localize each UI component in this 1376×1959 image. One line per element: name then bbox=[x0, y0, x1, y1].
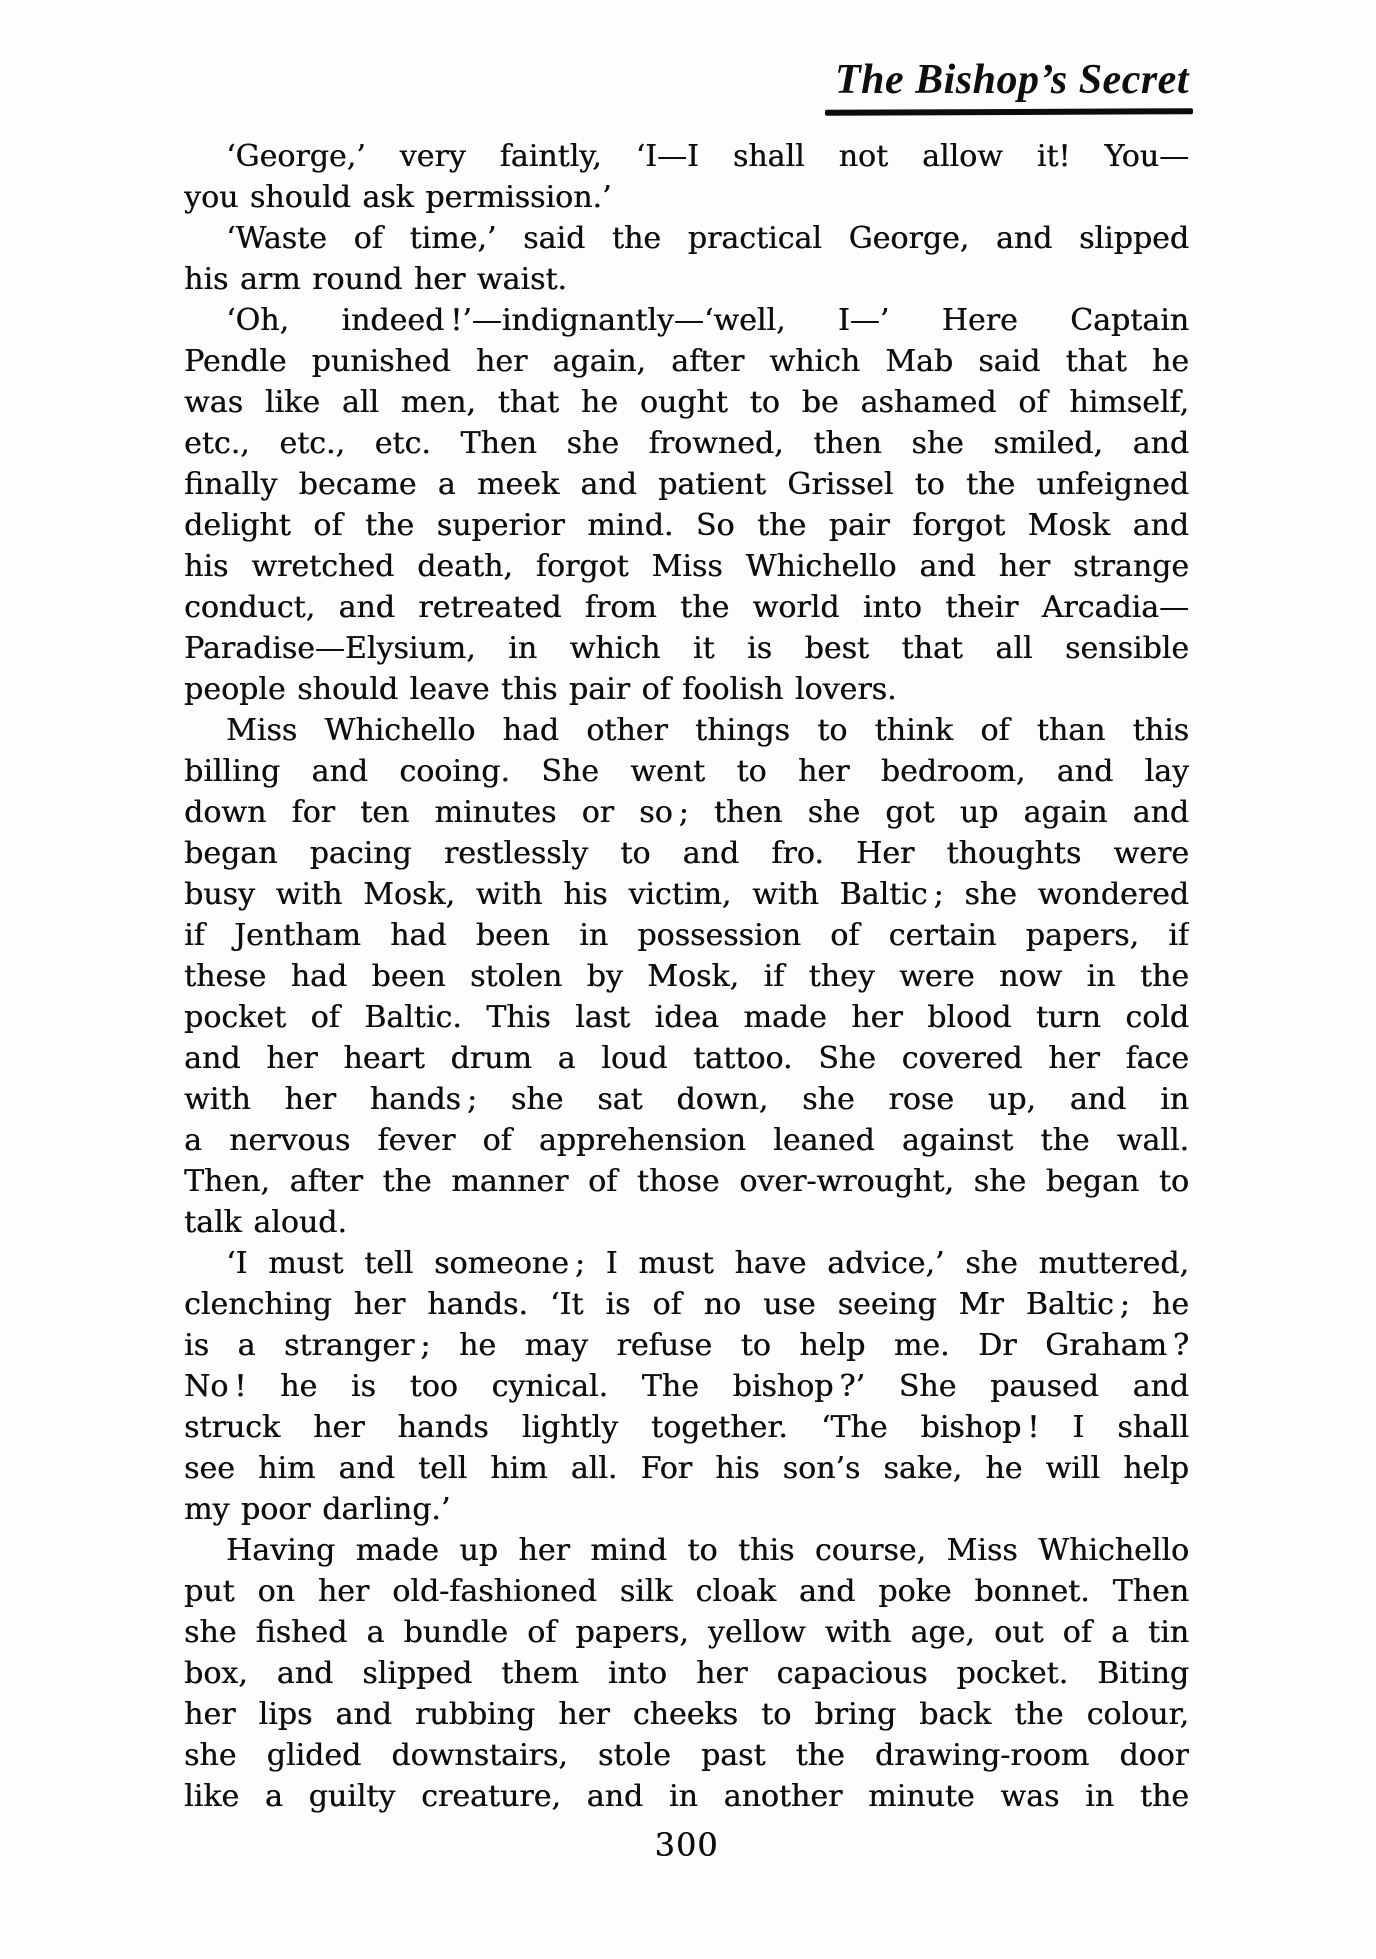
text-line: Having made up her mind to this course, Miss Whichello bbox=[226, 1533, 1189, 1568]
text-line: his arm round her waist. bbox=[184, 262, 567, 297]
text-line: down for ten minutes or so ; then she got up again and bbox=[184, 795, 1189, 830]
text-line: and her heart drum a loud tattoo. She covered her face bbox=[184, 1041, 1189, 1076]
text-line: if Jentham had been in possession of certain papers, if bbox=[184, 918, 1189, 953]
page-number: 300 bbox=[654, 1826, 719, 1864]
text-line: talk aloud. bbox=[184, 1205, 347, 1240]
text-line: delight of the superior mind. So the pair forgot Mosk and bbox=[184, 508, 1189, 543]
text-line: Pendle punished her again, after which Mab said that he bbox=[184, 344, 1189, 379]
text-line: pocket of Baltic. This last idea made her blood turn cold bbox=[184, 1000, 1189, 1035]
text-line: a nervous fever of apprehension leaned against the wall. bbox=[184, 1123, 1189, 1158]
text-line: she glided downstairs, stole past the drawing-room door bbox=[184, 1738, 1189, 1773]
text-line: people should leave this pair of foolish lovers. bbox=[184, 672, 897, 707]
text-line: these had been stolen by Mosk, if they were now in the bbox=[184, 959, 1189, 994]
text-line: clenching her hands. ‘It is of no use seeing Mr Baltic ; he bbox=[184, 1287, 1189, 1322]
text-line: Miss Whichello had other things to think of than this bbox=[226, 713, 1189, 748]
text-line: ‘George,’ very faintly, ‘I—I shall not allow it! You— bbox=[226, 139, 1189, 174]
text-line: finally became a meek and patient Grissel to the unfeigned bbox=[184, 467, 1189, 502]
text-line: is a stranger ; he may refuse to help me. Dr Graham ? bbox=[184, 1328, 1189, 1363]
text-line: struck her hands lightly together. ‘The bishop ! I shall bbox=[184, 1410, 1189, 1445]
text-line: ‘Waste of time,’ said the practical George, and slipped bbox=[226, 221, 1189, 256]
text-line: her lips and rubbing her cheeks to bring back the colour, bbox=[184, 1697, 1189, 1732]
page-header-title: The Bishop’s Secret bbox=[834, 57, 1189, 103]
text-line: busy with Mosk, with his victim, with Baltic ; she wondered bbox=[184, 877, 1189, 912]
page-body bbox=[184, 136, 1189, 1817]
text-line: began pacing restlessly to and fro. Her thoughts were bbox=[184, 836, 1189, 871]
text-line: see him and tell him all. For his son’s sake, he will help bbox=[184, 1451, 1189, 1486]
text-line: ‘Oh, indeed !’—indignantly—‘well, I—’ Here Captain bbox=[226, 303, 1189, 338]
text-line: with her hands ; she sat down, she rose up, and in bbox=[184, 1082, 1189, 1117]
text-line: Then, after the manner of those over-wrought, she began to bbox=[184, 1164, 1189, 1199]
text-line: Paradise—Elysium, in which it is best that all sensible bbox=[184, 631, 1189, 666]
text-line: put on her old-fashioned silk cloak and poke bonnet. Then bbox=[184, 1574, 1189, 1609]
text-line: box, and slipped them into her capacious pocket. Biting bbox=[184, 1656, 1189, 1691]
text-line: was like all men, that he ought to be ashamed of himself, bbox=[184, 385, 1189, 420]
text-line: my poor darling.’ bbox=[184, 1492, 451, 1527]
text-line: like a guilty creature, and in another minute was in the bbox=[184, 1779, 1189, 1814]
text-line: you should ask permission.’ bbox=[184, 180, 612, 215]
text-line: his wretched death, forgot Miss Whichello and her strange bbox=[184, 549, 1189, 584]
text-line: conduct, and retreated from the world into their Arcadia— bbox=[184, 590, 1189, 625]
text-line: etc., etc., etc. Then she frowned, then she smiled, and bbox=[184, 426, 1189, 461]
running-header bbox=[835, 54, 1189, 115]
text-line: No ! he is too cynical. The bishop ?’ She paused and bbox=[184, 1369, 1189, 1404]
text-line: ‘I must tell someone ; I must have advice,’ she muttered, bbox=[226, 1246, 1189, 1281]
header-underline bbox=[825, 108, 1193, 116]
text-line: she fished a bundle of papers, yellow with age, out of a tin bbox=[184, 1615, 1189, 1650]
text-line: billing and cooing. She went to her bedroom, and lay bbox=[184, 754, 1189, 789]
